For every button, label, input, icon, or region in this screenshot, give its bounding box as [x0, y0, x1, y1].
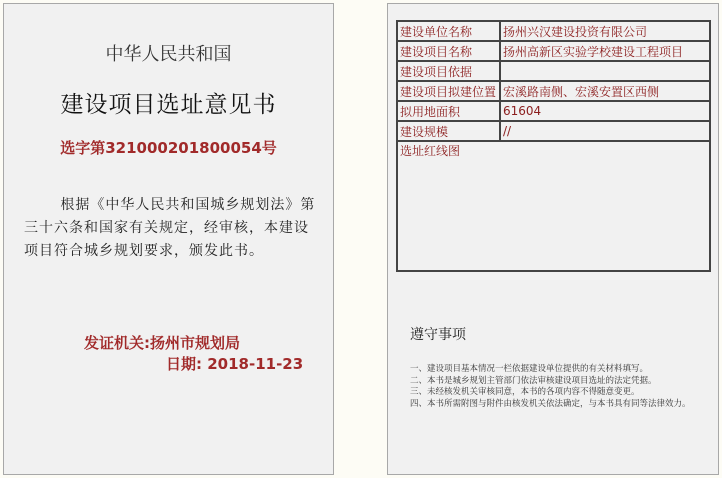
field-value	[500, 61, 710, 81]
cover-page	[3, 3, 334, 475]
issue-date: 日期: 2018-11-23	[166, 355, 304, 373]
table-row	[397, 21, 710, 41]
project-details-table	[396, 20, 711, 272]
field-label: 建设单位名称	[397, 21, 500, 41]
details-page	[387, 3, 719, 475]
notice-item: 三、未经核发机关审核同意，本书的各项内容不得随意变更。	[410, 387, 640, 397]
field-label: 建设项目依据	[397, 61, 500, 81]
document-title: 建设项目选址意见书	[60, 92, 277, 118]
table-row	[397, 61, 710, 81]
field-label: 拟用地面积	[397, 101, 500, 121]
notice-list	[410, 364, 710, 410]
site-map-cell: 选址红线图	[397, 141, 710, 271]
field-label: 建设项目拟建位置	[397, 81, 500, 101]
notice-item: 二、本书是城乡规划主管部门依法审核建设项目选址的法定凭据。	[410, 375, 657, 386]
field-value: 61604	[500, 101, 710, 121]
notice-title: 遵守事项	[410, 327, 466, 343]
table-row	[397, 41, 710, 61]
field-value: //	[500, 121, 710, 141]
issuing-authority: 发证机关:扬州市规划局	[84, 334, 240, 352]
field-label: 建设规模	[397, 121, 500, 141]
notice-item: 一、建设项目基本情况一栏依据建设单位提供的有关材料填写。	[410, 364, 649, 374]
field-value: 扬州兴汉建设投资有限公司	[500, 21, 710, 41]
document-number: 选字第321000201800054号	[60, 139, 277, 157]
legal-paragraph: 根据《中华人民共和国城乡规划法》第三十六条和国家有关规定，经审核，本建设项目符合城乡规划要求，颁发此书。	[24, 197, 316, 259]
table-row	[397, 101, 710, 121]
table-row	[397, 81, 710, 101]
field-value: 扬州高新区实验学校建设工程项目	[500, 41, 710, 61]
table-row	[397, 121, 710, 141]
field-label: 建设项目名称	[397, 41, 500, 61]
field-value: 宏溪路南侧、宏溪安置区西侧	[500, 81, 710, 101]
country-heading: 中华人民共和国	[105, 44, 232, 65]
table-row	[397, 141, 710, 271]
notice-item: 四、本书所需附图与附件由核发机关依法确定，与本书具有同等法律效力。	[410, 398, 691, 409]
